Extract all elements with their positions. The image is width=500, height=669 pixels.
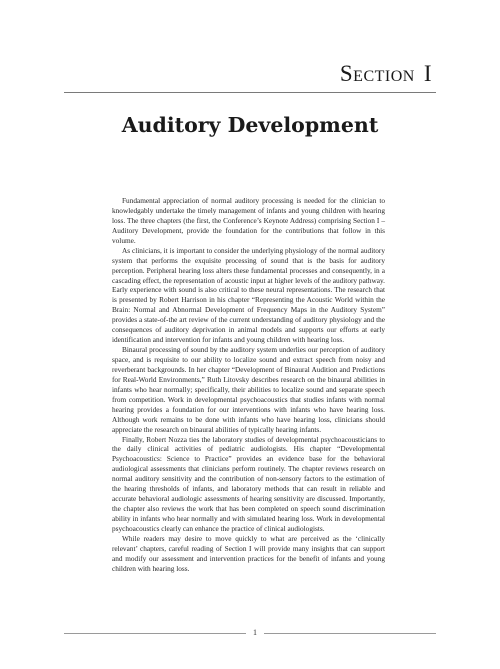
section-heading bbox=[340, 61, 432, 87]
footer-divider-right bbox=[264, 633, 436, 634]
body-text bbox=[112, 196, 385, 574]
paragraph: While readers may desire to move quickly to what are perceived as the ‘clinically relevant’ chapters, careful reading of Section I will provide many insights that can support and modify our assessment and intervention practices for the benefit of infants and young children with hearing loss. bbox=[112, 533, 385, 573]
paragraph: Finally, Robert Nozza ties the laboratory studies of developmental psychoacousticians to the daily clinical activities of pediatric audiologists. His chapter “Developmental Psychoacoustics: Science to Practice” provides an evidence base for the behavioral audiological assessments that clinicians perform routinely. The chapter reviews research on normal auditory sensitivity and the contribution of non-sensory factors to the estimation of the hearing thresholds of infants, and laboratory methods that can result in reliable and accurate behavioral audiologic assessments of hearing sensitivity are discussed. Importantly, the chapter also reviews the work that has been completed on speech sound discrimination ability in infants who hear normally and with simulated hearing loss. Work in developmental psychoacoustics clearly can enhance the practice of clinical audiologists. bbox=[112, 434, 385, 533]
section-word: Section bbox=[339, 61, 415, 86]
page-number: 1 bbox=[253, 628, 257, 637]
paragraph: Fundamental appreciation of normal auditory processing is needed for the clinician to knowledgably undertake the timely management of infants and young children with hearing loss. The three chapters (the first, the Conference’s Keynote Address) comprising Section I – Auditory Development, provide the foundation for the contributions that follow in this volume. bbox=[112, 196, 385, 245]
paragraph: As clinicians, it is important to consider the underlying physiology of the normal auditory system that performs the exquisite processing of sound that is the basis for auditory perception. Peripheral hearing loss alters these fundamental processes and consequently, in a cascading effect, the representation of acoustic input at higher levels of the auditory pathway. Early experience with sound is also critical to these neural representations. The research that is presented by Robert Harrison in his chapter “Representing the Acoustic World within the Brain: Normal and Abnormal Development of Frequency Maps in the Auditory System” provides a state-of-the art review of the current understanding of auditory physiology and the consequences of auditory deprivation in animal models and supports our efforts at early identification and intervention for infants and young children with hearing loss. bbox=[112, 245, 385, 345]
paragraph: Binaural processing of sound by the auditory system underlies our perception of auditory space, and is requisite to our ability to localize sound and extract speech from noisy and reverberant backgrounds. In her chapter “Development of Binaural Audition and Predictions for Real-World Environments,” Ruth Litovsky describes research on the binaural abilities in infants who hear normally; specifically, their abilities to localize sound and separate speech from competition. Work in developmental psychoacoustics that studies infants with normal hearing provides a foundation for our interventions with infants who have hearing loss. Although work remains to be done with infants who have hearing loss, clinicians should appreciate the research on binaural abilities of typically hearing infants. bbox=[112, 345, 385, 434]
chapter-title: Auditory Development bbox=[121, 113, 379, 137]
section-number: I bbox=[423, 61, 432, 86]
section-divider bbox=[64, 92, 436, 93]
footer-divider-left bbox=[64, 633, 246, 634]
